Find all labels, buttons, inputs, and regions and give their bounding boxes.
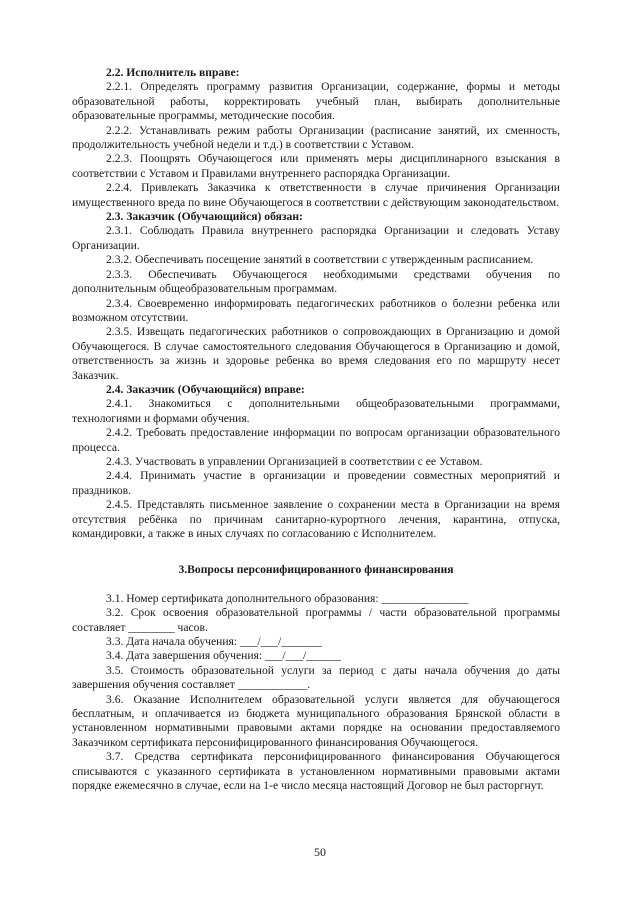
clause-3-4: 3.4. Дата завершения обучения: ___/___/______ — [106, 649, 341, 663]
clause-2-3-2: 2.3.2. Обеспечивать посещение занятий в соответствии с утвержденным расписанием. — [106, 253, 534, 267]
clause-2-2-1: 2.2.1. Определять программу развития Организации, содержание, формы и методы образовательной работы, корректировать учебный план, выбирать дополнительные образовательные программы, методические пособия. — [72, 80, 560, 123]
clause-2-3-3: 2.3.3. Обеспечивать Обучающегося необходимыми средствами обучения по дополнительным общеобразовательным программам. — [72, 267, 560, 296]
clause-3-1: 3.1. Номер сертификата дополнительного образования: _______________ — [106, 591, 469, 605]
clause-3-5: 3.5. Стоимость образовательной услуги за период с даты начала обучения до даты завершения обучения составляет ____________. — [72, 663, 560, 692]
clause-2-4-2: 2.4.2. Требовать предоставление информации по вопросам организации образовательного процесса. — [72, 426, 560, 454]
clause-2-4-4: 2.4.4. Принимать участие в организации и проведении совместных мероприятий и праздников. — [72, 469, 560, 497]
section-2-4-heading: 2.4. Заказчик (Обучающийся) вправе: — [106, 382, 305, 396]
section-3-heading: 3.Вопросы персонифицированного финансирования — [178, 563, 454, 577]
clause-2-3-1: 2.3.1. Соблюдать Правила внутреннего распорядка Организации и следовать Уставу Организации. — [72, 224, 560, 252]
section-2-3-heading: 2.3. Заказчик (Обучающийся) обязан: — [106, 210, 303, 224]
section-2-2-heading: 2.2. Исполнитель вправе: — [106, 66, 240, 79]
document-page — [72, 66, 560, 794]
clause-2-2-3: 2.2.3. Поощрять Обучающегося или применять меры дисциплинарного взыскания в соответствии с Уставом и Правилами внутреннего распорядка Организации. — [72, 152, 560, 180]
clause-2-4-1: 2.4.1. Знакомиться с дополнительными общеобразовательными программами, технологиями и формами обучения. — [72, 397, 560, 425]
clause-3-3: 3.3. Дата начала обучения: ___/___/_______ — [106, 635, 322, 649]
clause-3-6: 3.6. Оказание Исполнителем образовательной услуги является для обучающегося бесплатным, и оплачивается из бюджета муниципального образования Брянской области в установленном нормативными правовыми актами порядке на основании предоставляемого Заказчиком сертификата персонифицированного финансирования Обучающегося. — [72, 692, 560, 749]
clause-2-3-5: 2.3.5. Извещать педагогических работников о сопровождающих в Организацию и домой Обучающегося. В случае самостоятельного следования Обучающегося в Организацию и домой, ответственность за жизнь и здоровье ребенка во время следования его по маршруту несет Заказчик. — [72, 325, 560, 382]
clause-2-2-2: 2.2.2. Устанавливать режим работы Организации (расписание занятий, их сменность, продолжительность учебной недели и т.д.) в соответствии с Уставом. — [72, 123, 560, 152]
clause-3-7: 3.7. Средства сертификата персонифицированного финансирования Обучающегося списываются с указанного сертификата в установленном нормативными правовыми актами порядке ежемесячно в случае, если на 1-е число месяца настоящий Договор не был расторгнут. — [72, 750, 560, 793]
clause-2-2-4: 2.2.4. Привлекать Заказчика к ответственности в случае причинения Организации имущественного вреда по вине Обучающегося в соответствии с действующим законодательством. — [72, 181, 560, 209]
page-number: 50 — [314, 845, 326, 859]
clause-2-4-3: 2.4.3. Участвовать в управлении Организацией в соответствии с ее Уставом. — [106, 454, 483, 468]
clause-2-4-5: 2.4.5. Представлять письменное заявление о сохранении места в Организации на время отсутствия ребёнка по причинам санитарно-курортного лечения, карантина, отпуска, командировки, а также в иных случаях по согласованию с Исполнителем. — [72, 498, 560, 540]
clause-3-2: 3.2. Срок освоения образовательной программы / части образовательной программы составляет ________ часов. — [72, 606, 560, 634]
clause-2-3-4: 2.3.4. Своевременно информировать педагогических работников о болезни ребенка или возможном отсутствии. — [72, 296, 560, 324]
